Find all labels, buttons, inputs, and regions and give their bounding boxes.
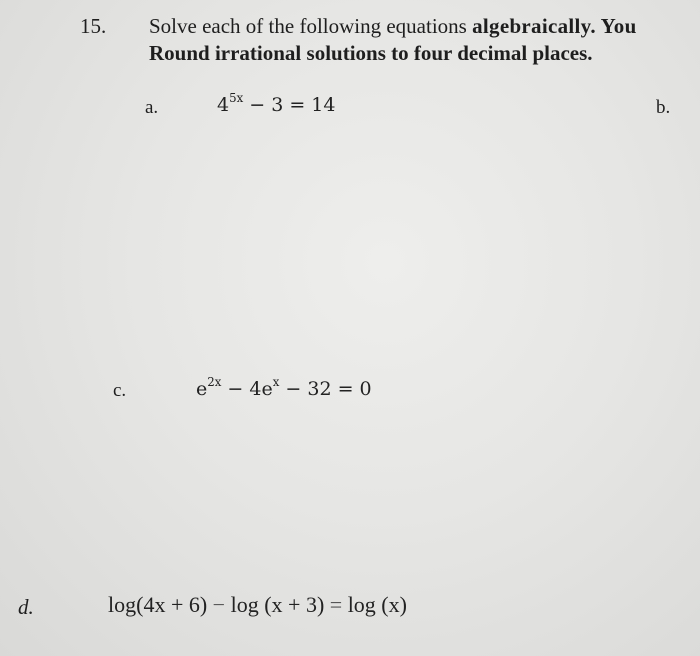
eq-d-minus: − (207, 592, 231, 617)
eq-a-rest: − 3 = 14 (243, 94, 336, 116)
eq-c-term1: e (196, 378, 208, 400)
eq-c-term2-exponent: x (272, 375, 280, 390)
eq-c-term1-exponent: 2x (207, 375, 222, 390)
eq-d-equals: = (324, 592, 348, 617)
part-c-label: c. (113, 380, 127, 401)
part-a-equation (217, 91, 336, 116)
eq-a-exponent: 5x (229, 91, 244, 106)
part-c-equation (196, 375, 372, 400)
part-a-label: a. (145, 97, 159, 118)
instruction-text: Solve each of the following equations (149, 14, 473, 38)
eq-d-log2: log (x + 3) (230, 592, 325, 617)
part-d-equation (108, 592, 407, 618)
part-d-label: d. (18, 595, 34, 619)
problem-number: 15. (80, 14, 107, 38)
part-b-label: b. (656, 97, 671, 118)
instruction-line-2: Round irrational solutions to four decimal places. (149, 41, 593, 65)
eq-c-term2: − 4e (221, 378, 273, 400)
eq-a-base: 4 (217, 94, 230, 116)
eq-c-rest: − 32 = 0 (279, 378, 372, 400)
eq-d-log1: log(4x + 6) (108, 592, 208, 617)
instruction-bold-text: algebraically. You (472, 14, 637, 38)
eq-d-log3: log (x) (347, 592, 407, 617)
instruction-line-1 (149, 14, 637, 39)
